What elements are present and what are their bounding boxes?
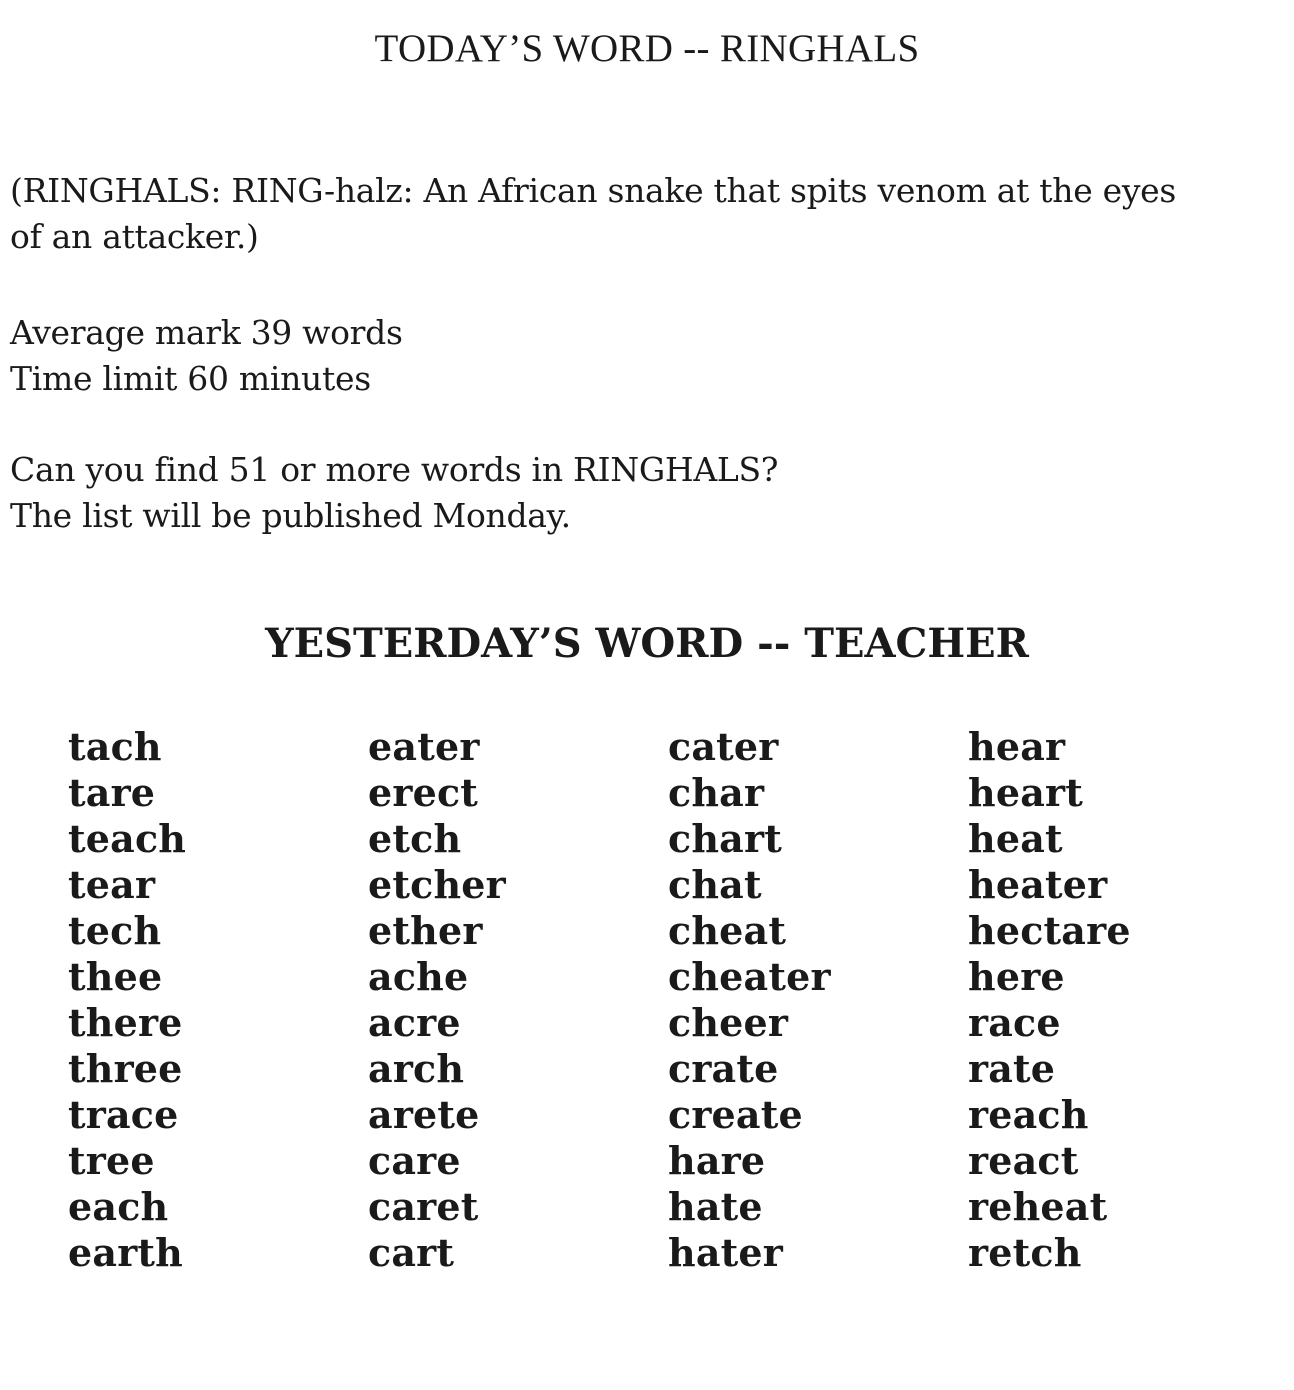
answer-word: hear: [968, 724, 1066, 769]
answer-word: crate: [668, 1046, 779, 1091]
answer-word: eater: [368, 724, 480, 769]
answer-word: ether: [368, 908, 483, 953]
word-column: [68, 724, 368, 1276]
answer-word: heater: [968, 862, 1108, 907]
answer-word: reheat: [968, 1184, 1108, 1229]
todays-word-title: TODAY’S WORD -- RINGHALS: [374, 27, 920, 70]
answer-word: cheat: [668, 908, 787, 953]
answer-word: ache: [368, 954, 469, 999]
puzzle-stats: [10, 310, 1270, 402]
answer-word: race: [968, 1000, 1061, 1045]
answer-word: hate: [668, 1184, 763, 1229]
answer-word: chat: [668, 862, 762, 907]
answer-word: caret: [368, 1184, 479, 1229]
challenge-text: [10, 447, 1270, 539]
answer-word: tech: [68, 908, 162, 953]
answer-word: hater: [668, 1230, 783, 1275]
answer-word: cheer: [668, 1000, 789, 1045]
answer-word: erect: [368, 770, 479, 815]
word-column: [968, 724, 1268, 1276]
answer-word: hectare: [968, 908, 1131, 953]
answer-word: cater: [668, 724, 779, 769]
word-column: [368, 724, 668, 1276]
answer-word: etcher: [368, 862, 506, 907]
answer-word: here: [968, 954, 1065, 999]
answer-word: there: [68, 1000, 183, 1045]
word-column: [668, 724, 968, 1276]
word-definition: [10, 168, 1270, 260]
answer-word: etch: [368, 816, 462, 861]
answer-word: tear: [68, 862, 156, 907]
answer-word: cart: [368, 1230, 455, 1275]
answer-word: each: [68, 1184, 169, 1229]
answer-word: care: [368, 1138, 461, 1183]
answer-word: heat: [968, 816, 1063, 861]
answer-word: cheater: [668, 954, 831, 999]
word-list-grid: [68, 724, 1268, 1276]
answer-word: arch: [368, 1046, 465, 1091]
answer-word: thee: [68, 954, 163, 999]
answer-word: tare: [68, 770, 156, 815]
answer-word: chart: [668, 816, 782, 861]
answer-word: rate: [968, 1046, 1056, 1091]
answer-word: three: [68, 1046, 183, 1091]
answer-word: tree: [68, 1138, 155, 1183]
definition-line: (RINGHALS: RING-halz: An African snake that spits venom at the eyes: [10, 171, 1177, 210]
answer-word: react: [968, 1138, 1079, 1183]
answer-word: reach: [968, 1092, 1089, 1137]
average-mark: Average mark 39 words: [10, 313, 403, 352]
answer-word: teach: [68, 816, 187, 861]
answer-word: tach: [68, 724, 162, 769]
answer-word: char: [668, 770, 765, 815]
definition-line: of an attacker.): [10, 217, 259, 256]
publish-note: The list will be published Monday.: [10, 496, 571, 535]
answer-word: earth: [68, 1230, 183, 1275]
yesterdays-word-title: YESTERDAY’S WORD -- TEACHER: [265, 620, 1029, 667]
answer-word: retch: [968, 1230, 1082, 1275]
answer-word: arete: [368, 1092, 480, 1137]
answer-word: trace: [68, 1092, 179, 1137]
answer-word: acre: [368, 1000, 461, 1045]
time-limit: Time limit 60 minutes: [10, 359, 371, 398]
answer-word: create: [668, 1092, 803, 1137]
challenge-question: Can you find 51 or more words in RINGHALS?: [10, 450, 779, 489]
answer-word: heart: [968, 770, 1083, 815]
answer-word: hare: [668, 1138, 766, 1183]
